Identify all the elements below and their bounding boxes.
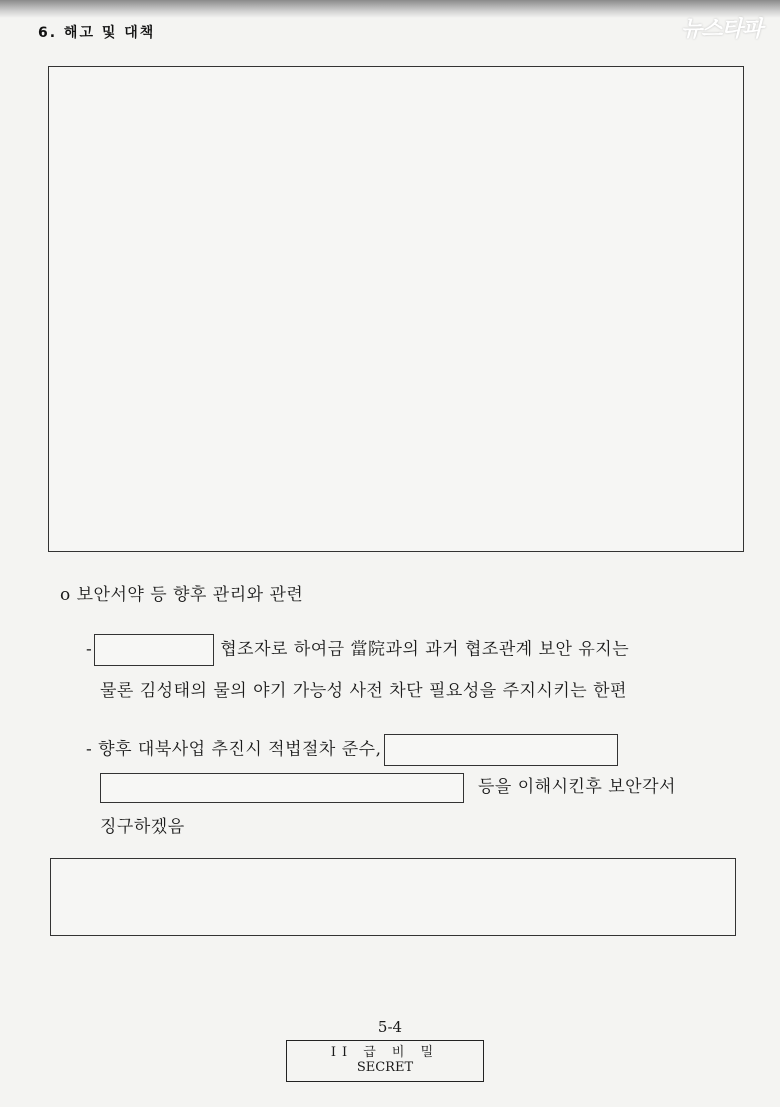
section-heading: 6. 해고 및 대책 xyxy=(38,25,156,41)
redacted-inline-box xyxy=(94,634,214,666)
paragraph2-text1: - 향후 대북사업 추진시 적법절차 준수, xyxy=(86,739,382,760)
paragraph2-line2 xyxy=(100,772,676,803)
paragraph2-line1 xyxy=(86,734,618,766)
bullet-item: o 보안서약 등 향후 관리와 관련 xyxy=(60,585,304,605)
paragraph2-text2: 등을 이해시킨후 보안각서 xyxy=(478,777,676,797)
paragraph1-line1 xyxy=(86,634,629,666)
paragraph1-text1: 협조자로 하여금 當院과의 과거 협조관계 보안 유지는 xyxy=(220,639,630,660)
newstapa-watermark: 뉴스타파 xyxy=(680,17,762,42)
paragraph2-line3: 징구하겠음 xyxy=(100,817,185,837)
redacted-block-bottom xyxy=(50,858,736,936)
scan-top-band xyxy=(0,0,780,18)
redacted-inline-box xyxy=(100,773,464,803)
redacted-block-main xyxy=(48,66,744,552)
classification-secret: SECRET xyxy=(356,1060,414,1075)
dash-marker: - xyxy=(86,639,93,660)
classification-level: II 급 비 밀 xyxy=(330,1045,440,1060)
redacted-inline-box xyxy=(384,734,618,766)
paragraph1-line2: 물론 김성태의 물의 야기 가능성 사전 차단 필요성을 주지시키는 한편 xyxy=(100,681,627,701)
page-number: 5-4 xyxy=(377,1018,403,1036)
classification-stamp xyxy=(286,1040,484,1082)
